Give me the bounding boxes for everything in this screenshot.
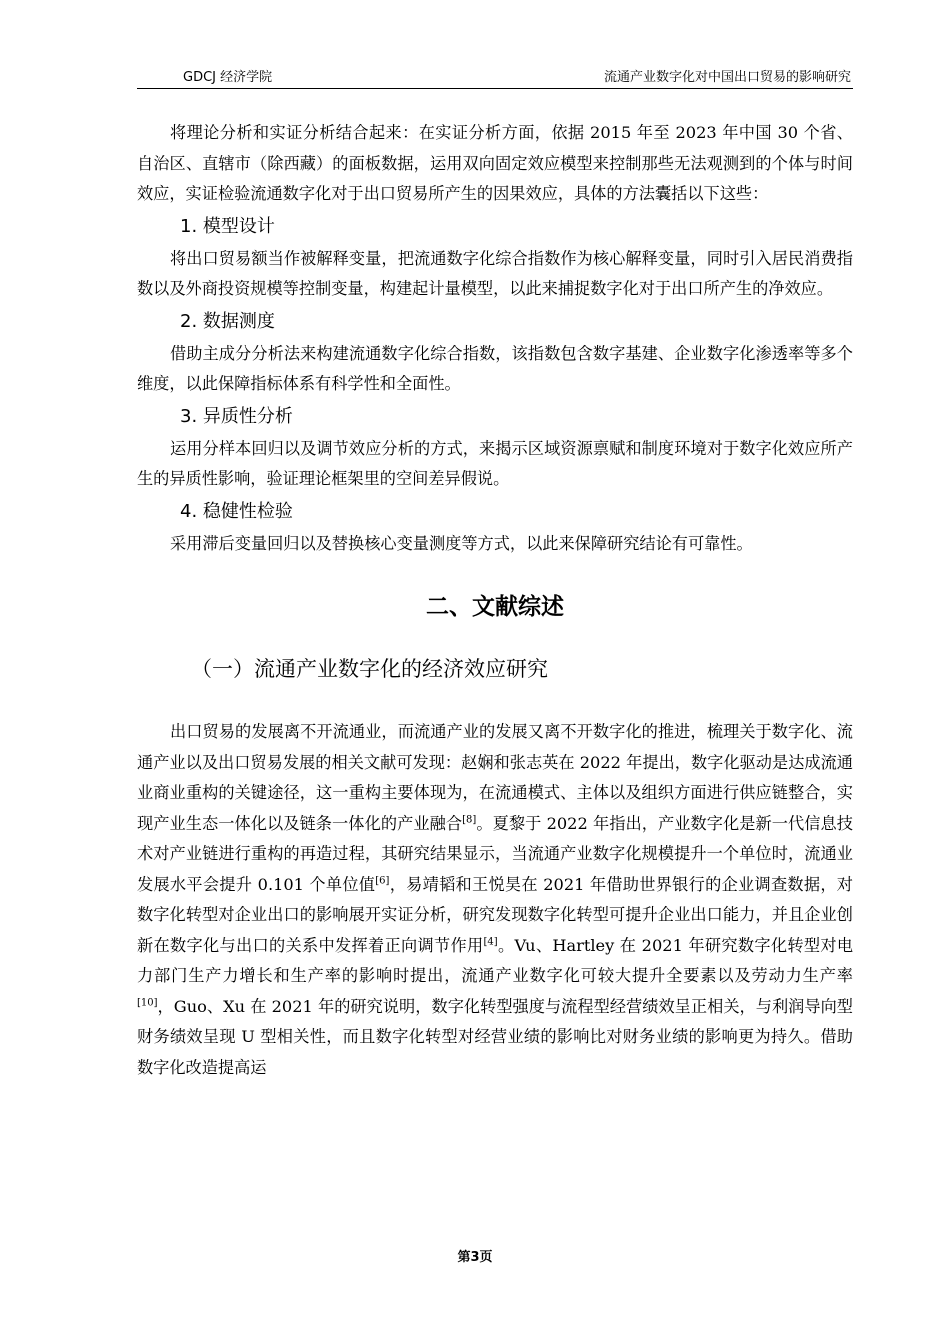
- method-heading-4: 4. 稳健性检验: [180, 500, 293, 522]
- citation-ref: [8]: [462, 814, 477, 826]
- method-heading-2: 2. 数据测度: [180, 310, 275, 332]
- page-number: 第3页: [457, 1250, 493, 1265]
- method-text-1: 将出口贸易额当作被解释变量，把流通数字化综合指数作为核心解释变量，同时引入居民消费指数以及外商投资规模等控制变量，构建起计量模型，以此来捕捉数字化对于出口所产生的净效应。: [137, 248, 853, 298]
- method-text-3: 运用分样本回归以及调节效应分析的方式，来揭示区域资源禀赋和制度环境对于数字化效应所产生的异质性影响，验证理论框架里的空间差异假说。: [137, 438, 853, 488]
- method-text-4: 采用滞后变量回归以及替换核心变量测度等方式，以此来保障研究结论有可靠性。: [170, 533, 753, 553]
- page-header: [137, 64, 853, 89]
- lit-text-4: 。Vu、Hartley 在 2021 年研究数字化转型对电力部门生产力增长和生产率的影响时提出，流通产业数字化可较大提升全要素以及劳动力生产率: [137, 935, 854, 985]
- section-title: 二、文献综述: [426, 594, 564, 620]
- method-heading-1: 1. 模型设计: [180, 215, 275, 237]
- subsection-title: （一）流通产业数字化的经济效应研究: [191, 657, 548, 681]
- intro-paragraph: 将理论分析和实证分析结合起来：在实证分析方面，依据 2015 年至 2023 年中国 30 个省、自治区、直辖市（除西藏）的面板数据，运用双向固定效应模型来控制那些无法观测到的个体与时间效应，实证检验流通数字化对于出口贸易所产生的因果效应，具体的方法囊括以下这些：: [137, 123, 853, 203]
- lit-text-5: ，Guo、Xu 在 2021 年的研究说明，数字化转型强度与流程型经营绩效呈正相关，与利润导向型财务绩效呈现 U 型相关性，而且数字化转型对经营业绩的影响比对财务业绩的影响更为持久。借助数字化改造提高运: [137, 996, 853, 1077]
- literature-paragraph: [137, 717, 853, 1083]
- method-text-2: 借助主成分分析法来构建流通数字化综合指数，该指数包含数字基建、企业数字化渗透率等多个维度，以此保障指标体系有科学性和全面性。: [137, 343, 853, 393]
- citation-ref: [10]: [137, 997, 158, 1009]
- citation-ref: [6]: [375, 875, 390, 887]
- header-right: 流通产业数字化对中国出口贸易的影响研究: [603, 70, 851, 85]
- method-heading-3: 3. 异质性分析: [180, 405, 293, 427]
- citation-ref: [4]: [483, 936, 498, 948]
- page-body: [137, 118, 853, 1083]
- header-left: GDCJ 经济学院: [183, 70, 273, 85]
- lit-text-1: 出口贸易的发展离不开流通业，而流通产业的发展又离不开数字化的推进，梳理关于数字化、流通产业以及出口贸易发展的相关文献可发现：赵娴和张志英在 2022 年提出，数字化驱动是达成流通业商业重构的关键途径，这一重构主要体现为，在流通模式、主体以及组织方面进行供应链整合，实现产业生态一体化以及链条一体化的产业融合: [137, 722, 853, 833]
- lit-text-2: 。夏黎于 2022 年指出，产业数字化是新一代信息技术对产业链进行重构的再造过程，其研究结果显示，当流通产业数字化规模提升一个单位时，流通业发展水平会提升 0.101 个单位值: [137, 813, 853, 894]
- lit-text-3: ，易靖韬和王悦昊在 2021 年借助世界银行的企业调查数据，对数字化转型对企业出口的影响展开实证分析，研究发现数字化转型可提升企业出口能力，并且企业创新在数字化与出口的关系中发挥着正向调节作用: [137, 874, 853, 955]
